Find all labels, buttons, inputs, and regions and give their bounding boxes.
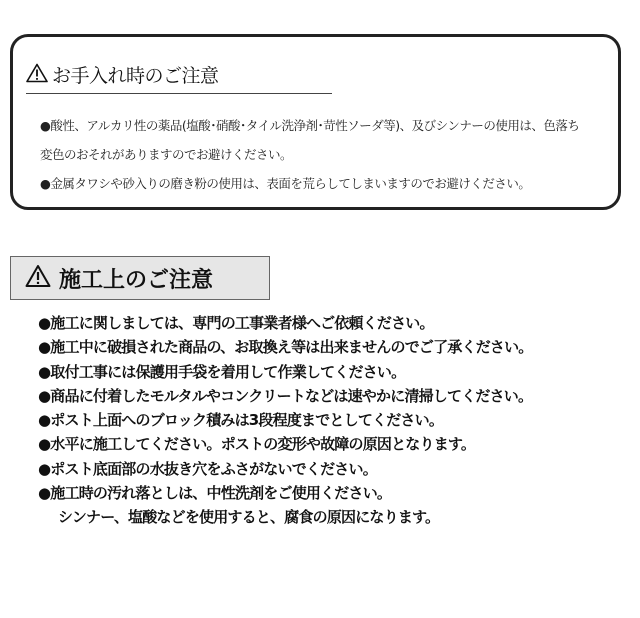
list-item: ●施工時の汚れ落としは、中性洗剤をご使用ください。	[38, 484, 392, 503]
install-notice-header	[10, 256, 270, 300]
list-item: ●ポスト底面部の水抜き穴をふさがないでください。	[38, 459, 377, 478]
list-item: ●施工に関しましては、専門の工事業者様へご依頼ください。	[38, 314, 434, 332]
warning-triangle-icon	[26, 63, 48, 87]
care-notice-text	[40, 111, 620, 198]
list-item: ●商品に付着したモルタルやコンクリートなどは速やかに清掃してください。	[38, 386, 533, 405]
care-line: 変色のおそれがありますのでお避けください。	[40, 147, 293, 162]
list-item: ●施工中に破損された商品の、お取換え等は出来ませんのでご了承ください。	[38, 338, 533, 357]
install-notice-title: 施工上のご注意	[59, 267, 214, 293]
care-notice-title: お手入れ時のご注意	[52, 65, 219, 87]
install-notice-list	[38, 311, 638, 530]
list-item: ●水平に施工してください。ポストの変形や故障の原因となります。	[38, 435, 476, 454]
care-notice-header	[26, 61, 219, 88]
warning-triangle-icon	[25, 264, 51, 292]
list-item: ●取付工事には保護用手袋を着用して作業してください。	[38, 362, 406, 381]
care-line: ●酸性、アルカリ性の薬品(塩酸･硝酸･タイル洗浄剤･苛性ソーダ等)、及びシンナーの使用は、色落ち	[40, 118, 580, 133]
care-line: ●金属タワシや砂入りの磨き粉の使用は、表面を荒らしてしまいますのでお避けください。	[40, 176, 531, 191]
care-notice-box	[10, 34, 621, 210]
list-item-continuation: シンナー、塩酸などを使用すると、腐食の原因になります。	[58, 508, 440, 527]
care-title-underline	[26, 93, 332, 94]
list-item: ●ポスト上面へのブロック積みは3段程度までとしてください。	[38, 411, 444, 430]
